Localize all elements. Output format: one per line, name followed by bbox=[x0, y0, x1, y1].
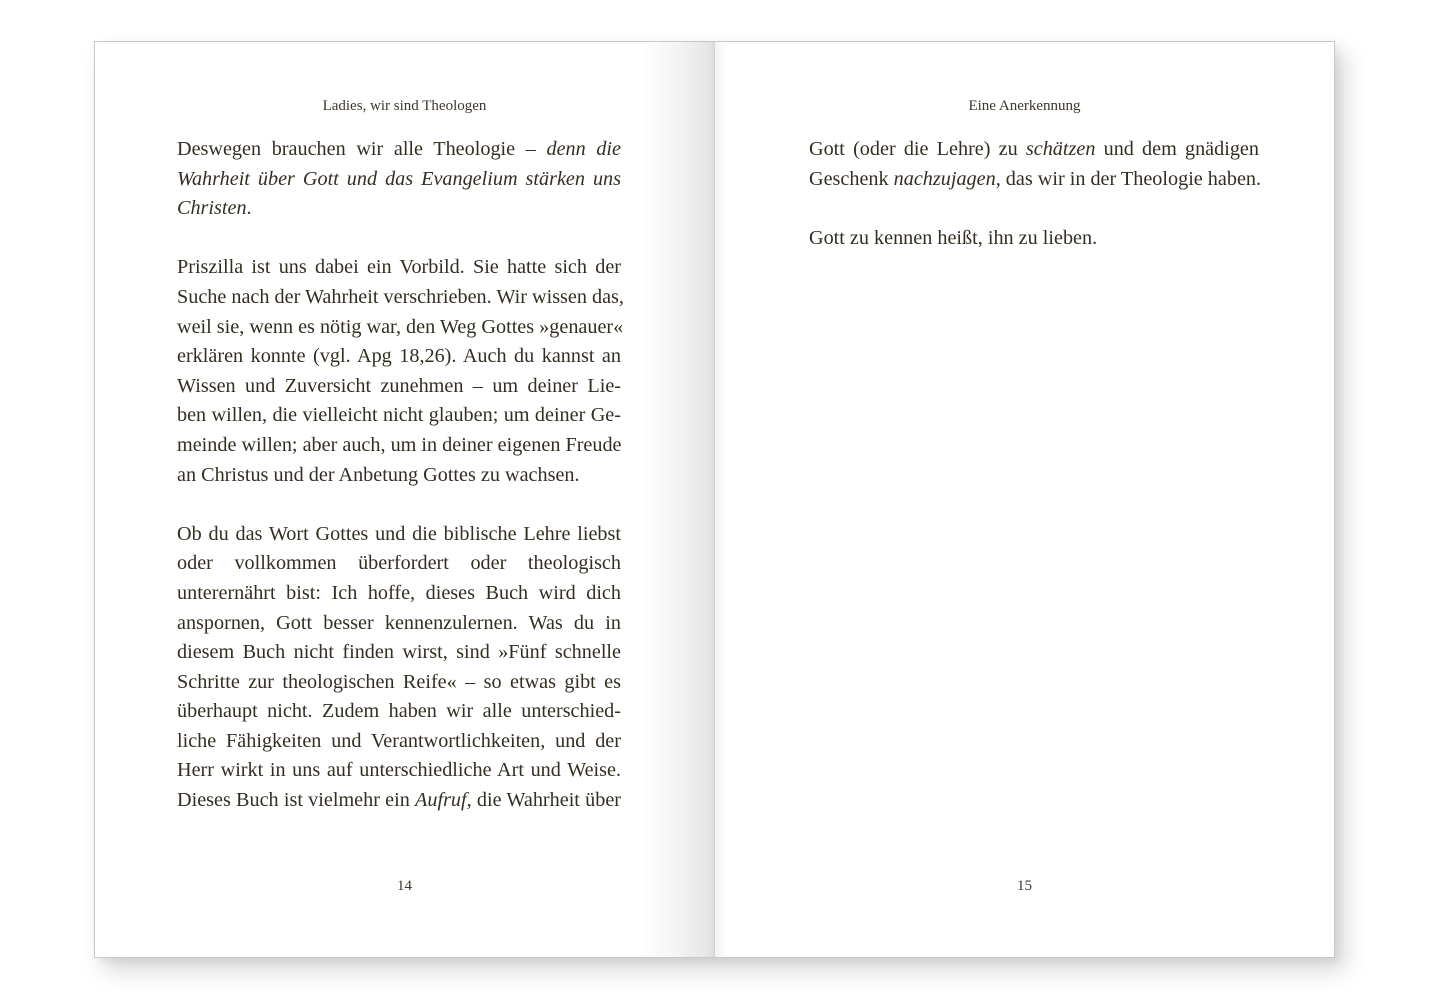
text-segment: anspornen, Gott besser kennenzulernen. Was du in bbox=[177, 611, 621, 634]
text-line bbox=[177, 165, 621, 195]
running-head-right: Eine Anerkennung bbox=[968, 98, 1081, 114]
text-segment: Gott (oder die Lehre) zu bbox=[809, 138, 1026, 160]
text-segment: oder vollkommen überfordert oder theologisch bbox=[177, 552, 621, 575]
text-line bbox=[809, 135, 1259, 165]
text-segment: Deswegen brauchen wir alle Theologie – bbox=[177, 138, 547, 160]
text-segment: Geschenk bbox=[809, 167, 894, 190]
text-segment: Dieses Buch ist vielmehr ein bbox=[177, 789, 416, 812]
text-segment: Priszilla ist uns dabei ein Vorbild. Sie hatte sich der bbox=[177, 256, 621, 279]
text-line bbox=[177, 461, 621, 491]
text-segment: , die Wahrheit über bbox=[466, 789, 622, 812]
text-segment: Gott zu kennen heißt, ihn zu lieben. bbox=[809, 226, 1098, 249]
text-segment: Ob du das Wort Gottes und die biblische Lehre liebst bbox=[177, 522, 621, 545]
text-line bbox=[177, 401, 621, 431]
paragraph bbox=[809, 224, 1259, 254]
italic-text: nachzujagen bbox=[893, 167, 996, 190]
paragraph bbox=[177, 520, 621, 816]
italic-text: Christen bbox=[177, 197, 247, 220]
italic-text: denn die bbox=[546, 138, 622, 160]
italic-text: Wahrheit über Gott und das Evangelium stärken uns bbox=[177, 167, 621, 190]
text-segment: erklären konnte (vgl. Apg 18,26). Auch du kannst an bbox=[177, 345, 621, 368]
text-line bbox=[177, 668, 621, 698]
text-line bbox=[177, 638, 621, 668]
page-number-left: 14 bbox=[397, 878, 412, 894]
text-line bbox=[177, 253, 621, 283]
text-segment: und dem gnädigen bbox=[1095, 138, 1259, 160]
text-segment: überhaupt nicht. Zudem haben wir alle unterschied- bbox=[177, 700, 621, 723]
text-line bbox=[177, 313, 624, 343]
text-segment: meinde willen; aber auch, um in deiner eigenen Freude bbox=[177, 433, 622, 456]
text-line bbox=[177, 431, 621, 461]
text-line bbox=[177, 786, 621, 816]
text-line bbox=[177, 609, 621, 639]
text-line bbox=[177, 372, 621, 402]
text-segment: Herr wirkt in uns auf unterschiedliche Art und Weise. bbox=[177, 759, 621, 782]
text-line bbox=[177, 697, 621, 727]
text-segment: Schritte zur theologischen Reife« – so etwas gibt es bbox=[177, 670, 621, 693]
text-line bbox=[177, 727, 621, 757]
running-head-left: Ladies, wir sind Theologen bbox=[322, 98, 487, 114]
paragraph bbox=[177, 253, 624, 490]
text-line bbox=[177, 579, 621, 609]
text-segment: ben willen, die vielleicht nicht glauben; um deiner Ge- bbox=[177, 404, 621, 427]
book-spread bbox=[94, 41, 1335, 958]
text-line bbox=[177, 342, 621, 372]
text-line bbox=[177, 135, 621, 165]
paragraph bbox=[809, 135, 1262, 194]
text-line bbox=[809, 165, 1262, 195]
text-line bbox=[177, 756, 621, 786]
text-line bbox=[177, 520, 621, 550]
text-segment: an Christus und der Anbetung Gottes zu wachsen. bbox=[177, 463, 580, 486]
right-page bbox=[715, 42, 1334, 957]
text-line bbox=[177, 283, 624, 313]
text-segment: Wissen und Zuversicht zunehmen – um deiner Lie- bbox=[177, 374, 621, 397]
left-page bbox=[95, 42, 715, 957]
italic-text: Aufruf bbox=[415, 789, 467, 812]
text-segment: Suche nach der Wahrheit verschrieben. Wir wissen das, bbox=[177, 285, 624, 308]
text-segment: liche Fähigkeiten und Verantwortlichkeiten, und der bbox=[177, 729, 621, 752]
text-line bbox=[809, 224, 1259, 254]
paragraph bbox=[177, 135, 621, 224]
right-page-body bbox=[809, 135, 1262, 283]
text-segment: diesem Buch nicht finden wirst, sind »Fünf schnelle bbox=[177, 641, 621, 664]
italic-text: schätzen bbox=[1025, 138, 1096, 160]
text-line bbox=[177, 549, 621, 579]
text-segment: weil sie, wenn es nötig war, den Weg Gottes »genauer« bbox=[177, 315, 624, 338]
page-number-right: 15 bbox=[1017, 878, 1032, 894]
text-segment: . bbox=[246, 197, 252, 220]
left-page-body bbox=[177, 135, 624, 845]
text-line bbox=[177, 194, 621, 224]
text-segment: unterernährt bist: Ich hoffe, dieses Buch wird dich bbox=[177, 581, 621, 604]
text-segment: , das wir in der Theologie haben. bbox=[995, 167, 1262, 190]
